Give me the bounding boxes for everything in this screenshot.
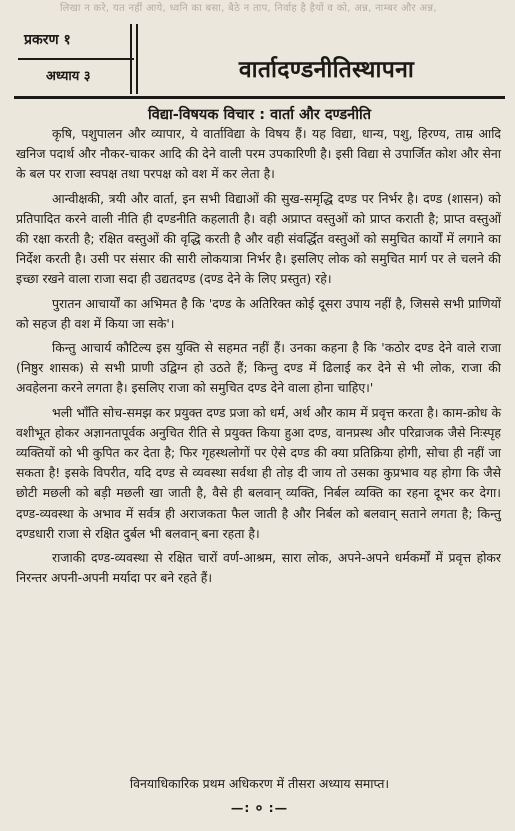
section-heading: विद्या-विषयक विचार : वार्ता और दण्डनीति — [148, 107, 371, 123]
header-bottom-rule — [14, 96, 505, 99]
chapter-colophon: विनयाधिकारिक प्रथम अधिकरण में तीसरा अध्याय समाप्त। — [129, 776, 390, 791]
prakaran-label: प्रकरण १ — [24, 32, 71, 48]
paragraph: भली भाँति सोच-समझ कर प्रयुक्त दण्ड प्रजा को धर्म, अर्थ और काम में प्रवृत्त करता है। काम-क्रोध के वशीभूत होकर अज्ञानतापूर्वक अनुचित रीति से प्रयुक्त किया हुआ दण्ड, वानप्रस्थ और परिव्राजक जैसे निःस्पृह व्यक्तियों को भी कुपित कर देता है; फिर गृहस्थलोगों पर ऐसे दण्ड की क्या प्रतिक्रिया होगी, सोचा ही नहीं जा सकता है! इसके विपरीत, यदि दण्ड से व्यवस्था सर्वथा ही तोड़ दी जाय तो उसका कुप्रभाव यह होगा कि जैसे छोटी मछली को बड़ी मछली खा जाती है, वैसे ही बलवान् व्यक्ति, निर्बल व्यक्ति का रहना दूभर कर देगा। दण्ड-व्यवस्था के अभाव में सर्वत्र ही अराजकता फैल जाती है और निर्बल को बलवान् सताने लगता है; किन्तु दण्डधारी राजा से रक्षित दुर्बल भी बलवान् बना रहता है। — [16, 404, 501, 541]
paragraph: किन्तु आचार्य कौटिल्य इस युक्ति से सहमत नहीं हैं। उनका कहना है कि 'कठोर दण्ड देने वाले राजा (निष्ठुर शासक) से सभी प्राणी उद्विग्न हो उठते हैं; किन्तु दण्ड में ढिलाई कर देने से भी लोक, राजा की अवहेलना करने लगता है। इसलिए राजा को समुचित दण्ड देने वाला होना चाहिए।' — [16, 340, 501, 396]
header-vertical-rule — [136, 24, 138, 94]
end-mark: —: ० :— — [230, 800, 289, 815]
chapter-header — [14, 24, 505, 94]
paragraph: कृषि, पशुपालन और व्यापार, ये वार्ताविद्या के विषय हैं। यह विद्या, धान्य, पशु, हिरण्य, ताम्र आदि खनिज पदार्थ और नौकर-चाकर आदि की देने वाली परम उपकारिणी है। इसी विद्या से उपार्जित कोश और सेना के बल पर राजा स्वपक्ष तथा परपक्ष को वश में कर लेता है। — [16, 126, 501, 182]
chapter-index-box — [14, 24, 134, 94]
header-divider — [18, 58, 134, 60]
body-text — [16, 124, 501, 592]
paragraph: पुरातन आचार्यों का अभिमत है कि 'दण्ड के अतिरिक्त कोई दूसरा उपाय नहीं है, जिससे सभी प्राणियों को सहज ही वश में किया जा सके'। — [16, 295, 501, 331]
paragraph: आन्वीक्षकी, त्रयी और वार्ता, इन सभी विद्याओं की सुख-समृद्धि दण्ड पर निर्भर है। दण्ड (शासन) को प्रतिपादित करने वाली नीति ही दण्डनीति कहलाती है। वही अप्राप्त वस्तुओं को प्राप्त कराती है; प्राप्त वस्तुओं की रक्षा करती है; रक्षित वस्तुओं की वृद्धि करती है और वही संवर्द्धित वस्तुओं को समुचित कार्यों में लगाने का निर्देश करती है। उसी पर संसार की सारी लोकयात्रा निर्भर है। इसलिए लोक को समुचित मार्ग पर ले चलने की इच्छा रखने वाला राजा सदा ही उद्यतदण्ड (दण्ड देने के लिए प्रस्तुत) रहे। — [16, 190, 501, 287]
paragraph: राजाकी दण्ड-व्यवस्था से रक्षित चारों वर्ण-आश्रम, सारा लोक, अपने-अपने धर्मकर्मों में प्रवृत्त होकर निरन्तर अपनी-अपनी मर्यादा पर बने रहते हैं। — [16, 550, 501, 586]
chapter-title: वार्तादण्डनीतिस्थापना — [238, 57, 415, 83]
bleed-through-text: लिखा न करे, यत नहीं आये, ध्वनि का बसा, बैठे न ताप, निर्वाह है हैयों व को, अन्न, नाम्बर और अन्न, — [60, 3, 437, 14]
adhyay-label: अध्याय ३ — [46, 69, 91, 84]
header-vertical-rule — [130, 24, 132, 94]
